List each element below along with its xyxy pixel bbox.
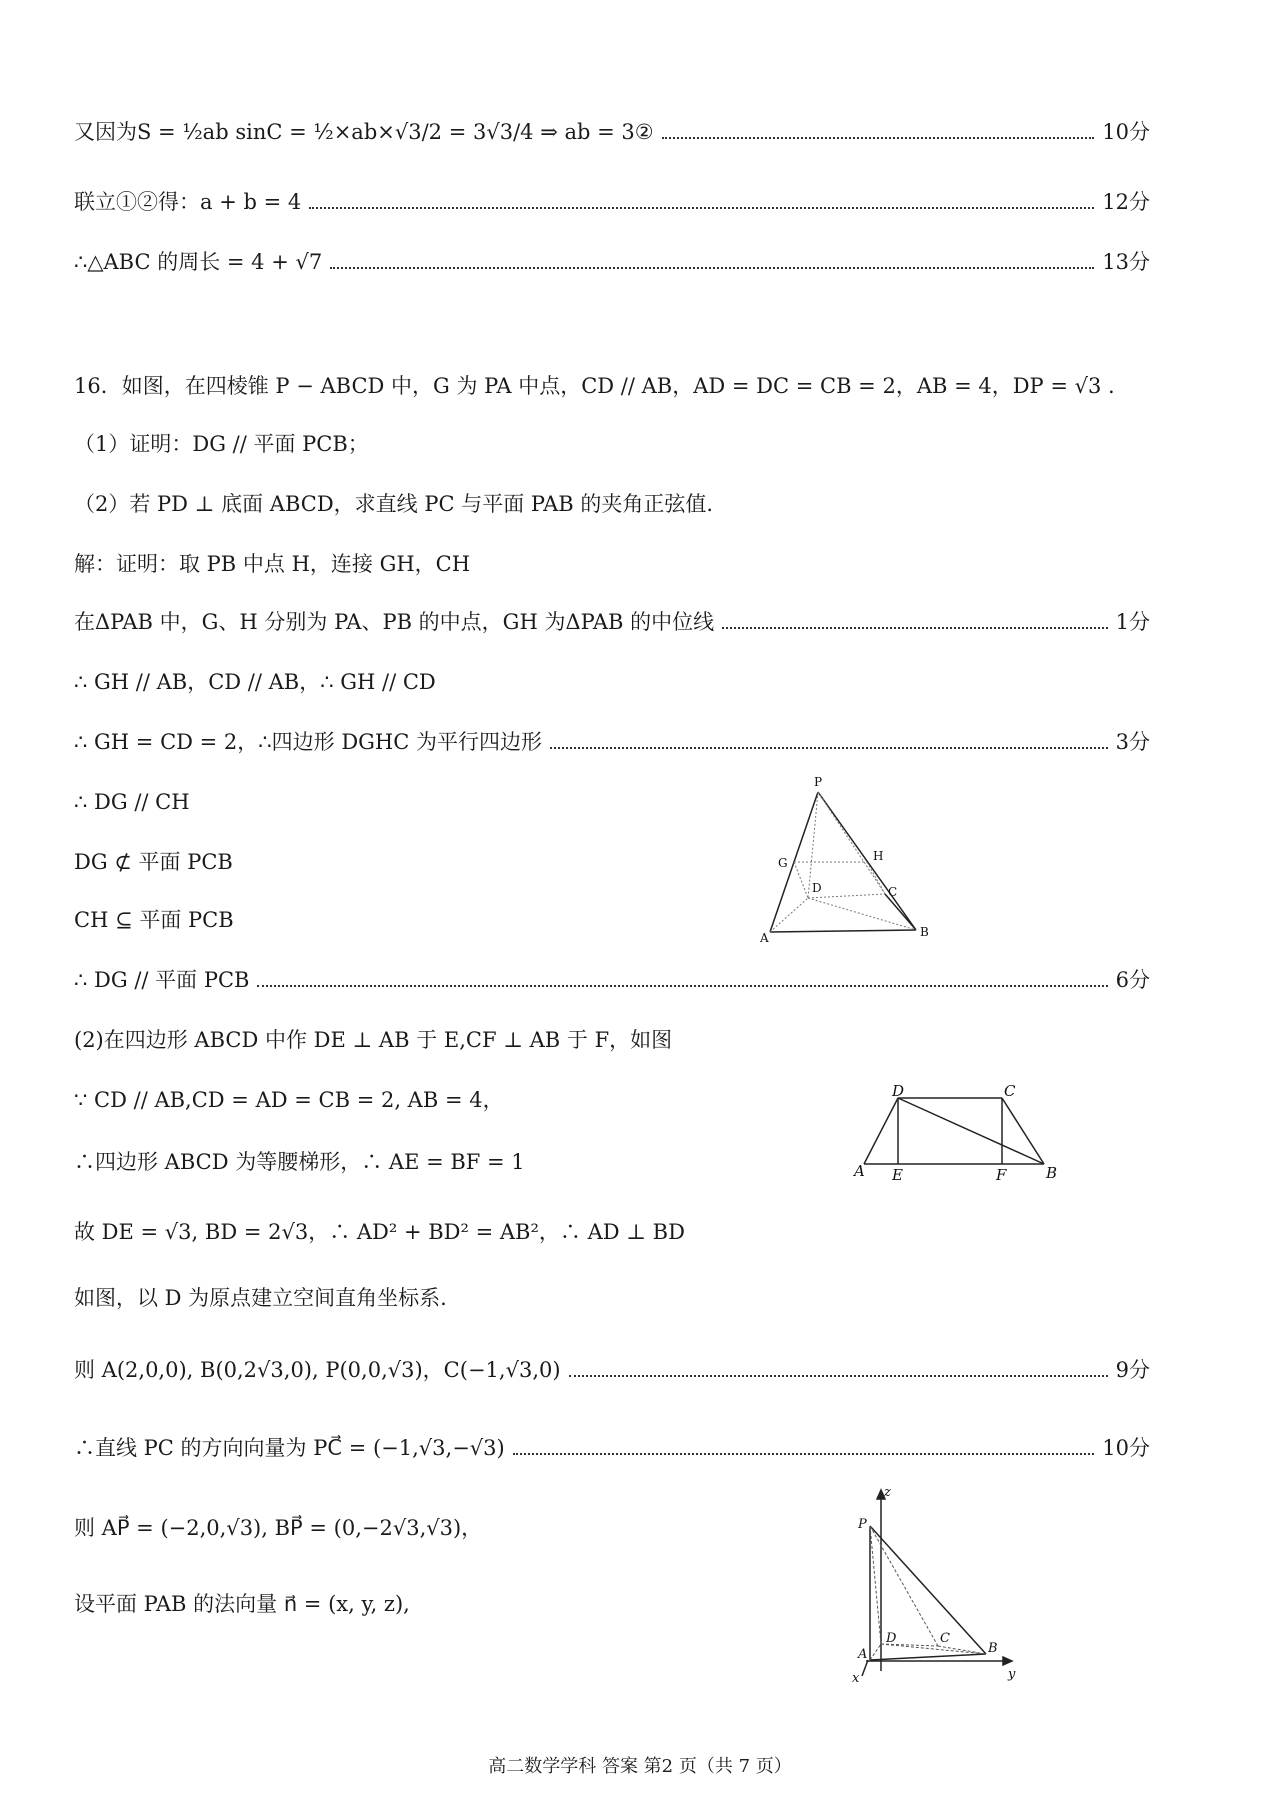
part2-given: ∵ CD // AB,CD = AD = CB = 2, AB = 4， [74,1088,504,1112]
dot-leader [662,136,1095,139]
axis-x [862,1660,868,1676]
solution-intro: 解：证明：取 PB 中点 H，连接 GH，CH [74,552,471,576]
figure-trapezoid [854,1082,1060,1184]
edge-pb [818,792,916,930]
dot-leader [569,1374,1108,1377]
edge-cb [885,894,916,930]
label-c: C [1004,1082,1016,1100]
label-c: C [940,1631,950,1646]
points-label: 10分 [1102,120,1150,144]
line-text: 又因为S = ½ab sinC = ½×ab×√3/2 = 3√3/4 ⇒ ab = 3② [74,120,654,144]
segment-db [898,1098,1044,1164]
part2-vectors: 则 AP⃗ = (−2,0,√3), BP⃗ = (0,−2√3,√3)， [74,1516,483,1540]
dot-leader [513,1452,1095,1455]
edge-cb [938,1646,986,1654]
problem-part1: （1）证明：DG // 平面 PCB； [74,432,369,456]
points-label: 1分 [1115,610,1150,634]
dot-leader [309,206,1094,209]
label-p: P [858,1517,867,1532]
label-h: H [873,849,884,863]
line-text: ∴ DG // 平面 PCB [74,968,250,992]
label-f: F [996,1166,1007,1184]
dot-leader [330,266,1094,269]
problem-statement: 16．如图，在四棱锥 P − ABCD 中，G 为 PA 中点，CD // AB，AD = DC = CB = 2，AB = 4，DP = √3 . [74,374,1115,398]
label-b: B [1046,1164,1058,1182]
line-area-formula [74,118,1150,146]
label-e: E [892,1166,903,1184]
label-z: z [884,1485,891,1500]
line-conclusion [74,966,1150,994]
label-p: P [814,775,823,789]
edge-gd [794,862,808,898]
points-label: 12分 [1102,190,1150,214]
part2-coord: 如图，以 D 为原点建立空间直角坐标系. [74,1286,447,1310]
part2-trapezoid: ∴四边形 ABCD 为等腰梯形，∴ AE = BF = 1 [74,1150,525,1174]
label-y: y [1008,1667,1016,1682]
points-label: 10分 [1102,1436,1150,1460]
part2-normal: 设平面 PAB 的法向量 n⃗ = (x, y, z), [74,1592,410,1616]
edge-db [808,898,916,930]
line-text: ∴ GH = CD = 2，∴四边形 DGHC 为平行四边形 [74,730,542,754]
points-label: 6分 [1115,968,1150,992]
label-g: G [778,856,788,870]
line-midline [74,608,1150,636]
line-text: ∴直线 PC 的方向向量为 PC⃗ = (−1,√3,−√3) [74,1436,505,1460]
line-points [74,1356,1150,1384]
label-d: D [812,881,822,895]
edge-pc [870,1526,938,1646]
edge-ad [870,1644,881,1660]
line-dg-notin: DG ⊄ 平面 PCB [74,850,233,874]
line-text: 联立①②得：a + b = 4 [74,190,302,214]
line-perimeter [74,248,1150,276]
line-text: ∴△ABC 的周长 = 4 + √7 [74,250,323,274]
dot-leader [550,746,1108,749]
line-text: 在ΔPAB 中，G、H 分别为 PA、PB 的中点，GH 为ΔPAB 的中位线 [74,610,715,634]
dot-leader [257,984,1107,987]
label-c: C [888,885,898,899]
page-footer: 高二数学学科 答案 第2 页（共 7 页） [488,1756,792,1777]
label-b: B [920,925,929,939]
line-dg-ch: ∴ DG // CH [74,790,190,814]
edge-ad [864,1098,898,1164]
label-a: A [760,931,769,945]
edge-pd [870,1526,881,1644]
line-parallelogram [74,728,1150,756]
edge-ab [770,930,916,932]
label-d: D [892,1082,905,1100]
label-a: A [854,1162,865,1180]
dot-leader [722,626,1108,629]
points-label: 13分 [1102,250,1150,274]
line-parallel: ∴ GH // AB，CD // AB，∴ GH // CD [74,670,436,694]
label-b: B [988,1641,998,1656]
points-label: 3分 [1115,730,1150,754]
points-label: 9分 [1115,1358,1150,1382]
problem-part2: （2）若 PD ⊥ 底面 ABCD，求直线 PC 与平面 PAB 的夹角正弦值. [74,492,714,516]
part2-de: 故 DE = √3, BD = 2√3，∴ AD² + BD² = AB²，∴ AD ⊥ BD [74,1220,685,1244]
line-ch-in: CH ⊆ 平面 PCB [74,908,234,932]
label-x: x [852,1671,860,1686]
line-pc-vector [74,1434,1150,1462]
figure-pyramid [760,776,940,956]
figure-coordinate [836,1486,1036,1686]
label-a: A [858,1647,868,1662]
arrow-y [1003,1657,1012,1665]
part2-intro: (2)在四边形 ABCD 中作 DE ⊥ AB 于 E,CF ⊥ AB 于 F，如图 [74,1028,673,1052]
label-d: D [886,1631,897,1646]
edge-ab [870,1654,986,1660]
line-text: 则 A(2,0,0), B(0,2√3,0), P(0,0,√3)，C(−1,√3,0) [74,1358,561,1382]
line-sum [74,188,1150,216]
